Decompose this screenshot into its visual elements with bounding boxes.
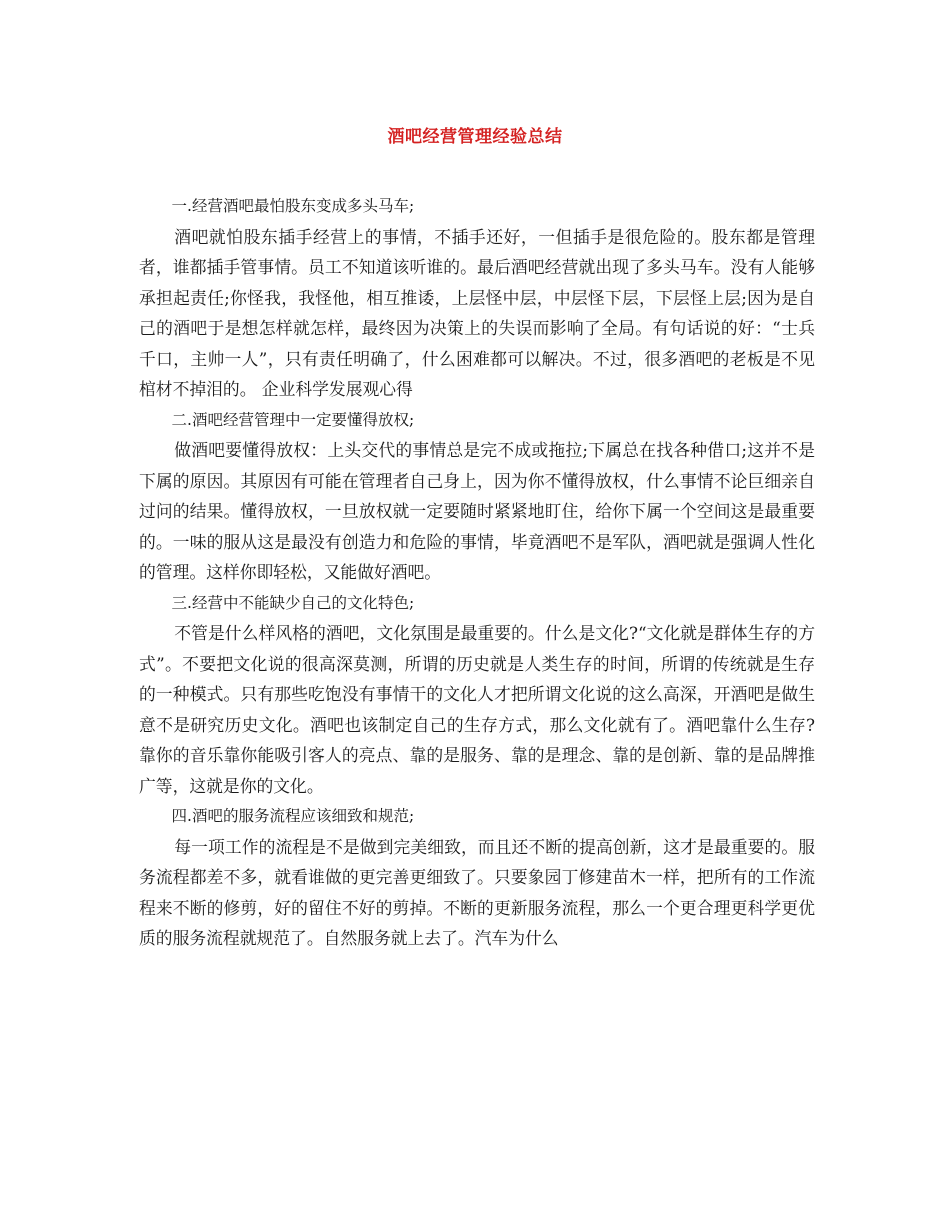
paragraph-2: 做酒吧要懂得放权：上头交代的事情总是完不成或拖拉;下属总在找各种借口;这并不是下属的原因。其原因有可能在管理者自己身上，因为你不懂得放权，什么事情不论巨细亲自过问的结果。懂得放权，一旦放权就一定要随时紧紧地盯住，给你下属一个空间这是最重要的。一味的服从这是最没有创造力和危险的事情，毕竟酒吧不是军队，酒吧就是强调人性化的管理。这样你即轻松，又能做好酒吧。 [139,440,815,582]
document-body [139,191,815,954]
paragraph-4: 每一项工作的流程是不是做到完美细致，而且还不断的提高创新，这才是最重要的。服务流程都差不多，就看谁做的更完善更细致了。只要象园丁修建苗木一样，把所有的工作流程来不断的修剪，好的留住不好的剪掉。不断的更新服务流程，那么一个更合理更科学更优质的服务流程就规范了。自然服务就上去了。汽车为什么 [139,836,815,948]
paragraph-1: 酒吧就怕股东插手经营上的事情，不插手还好，一但插手是很危险的。股东都是管理者，谁都插手管事情。员工不知道该听谁的。最后酒吧经营就出现了多头马车。没有人能够承担起责任;你怪我，我怪他，相互推诿，上层怪中层，中层怪下层，下层怪上层;因为是自己的酒吧于是想怎样就怎样，最终因为决策上的失误而影响了全局。有句话说的好：“士兵千口，主帅一人”，只有责任明确了，什么困难都可以解决。不过，很多酒吧的老板是不见棺材不掉泪的。 企业科学发展观心得 [139,226,815,399]
section-heading-4: 四.酒吧的服务流程应该细致和规范; [171,807,415,825]
paragraph-3: 不管是什么样风格的酒吧，文化氛围是最重要的。什么是文化?“文化就是群体生存的方式”。不要把文化说的很高深莫测，所谓的历史就是人类生存的时间，所谓的传统就是生存的一种模式。只有那些吃饱没有事情干的文化人才把所谓文化说的这么高深，开酒吧是做生意不是研究历史文化。酒吧也该制定自己的生存方式，那么文化就有了。酒吧靠什么生存?靠你的音乐靠你能吸引客人的亮点、靠的是服务、靠的是理念、靠的是创新、靠的是品牌推广等，这就是你的文化。 [139,623,815,796]
document-title: 酒吧经营管理经验总结 [387,127,563,147]
section-heading-2: 二.酒吧经营管理中一定要懂得放权; [171,410,415,429]
section-heading-3: 三.经营中不能缺少自己的文化特色; [171,593,415,612]
section-heading-1: 一.经营酒吧最怕股东变成多头马车; [171,197,415,215]
